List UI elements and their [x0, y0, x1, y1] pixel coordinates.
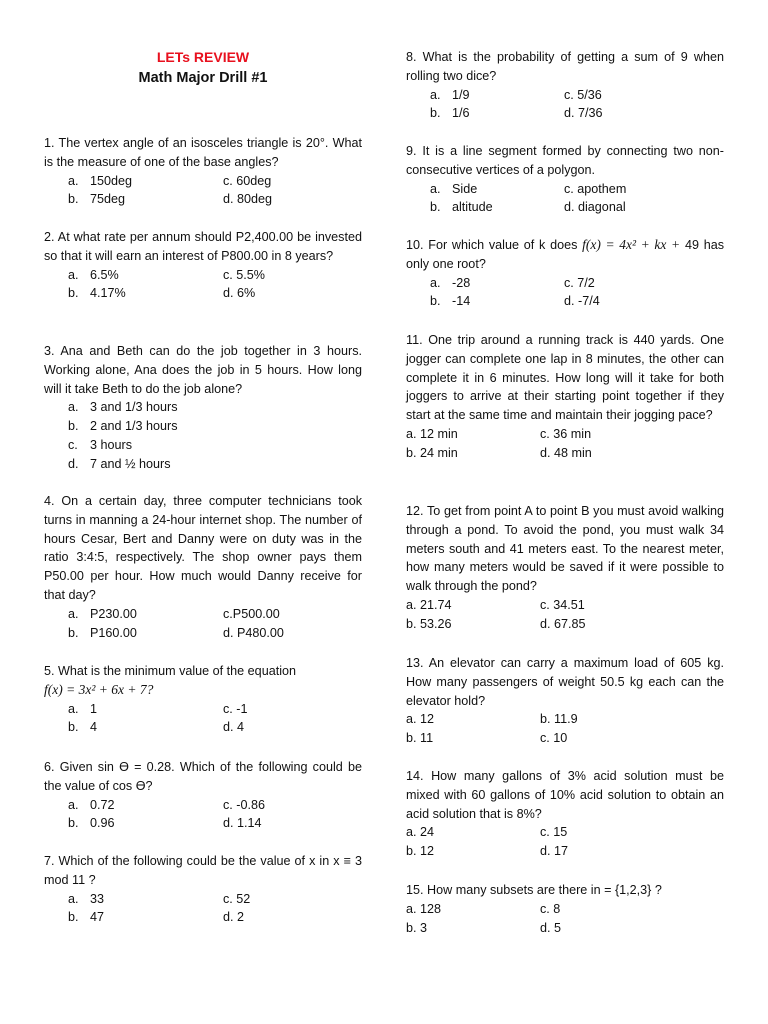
option-b: b. 12 [406, 844, 435, 859]
options [406, 710, 724, 748]
option-a: a. 21.74 [406, 597, 452, 612]
option-d: d. diagonal [564, 200, 626, 215]
option-c: c. -1 [223, 701, 248, 716]
question-15 [406, 881, 724, 937]
question-9 [406, 142, 724, 217]
option-d: d. -7/4 [564, 294, 600, 309]
option-a: 1/9 [452, 87, 470, 102]
option-c: c. apothem [564, 181, 627, 196]
option-d: 7 and ½ hours [90, 456, 171, 471]
options [406, 596, 724, 634]
question-14 [406, 767, 724, 861]
question-8 [406, 48, 724, 123]
options [406, 900, 724, 938]
option-c: c. 52 [223, 891, 251, 906]
option-b: b. 3 [406, 920, 428, 935]
option-d: d. 1.14 [223, 816, 262, 831]
option-c: c. 5/36 [564, 87, 602, 102]
option-a: a. 24 [406, 825, 435, 840]
option-d: d. 5 [540, 920, 562, 935]
question-1 [44, 134, 362, 209]
question-stem: 8. What is the probability of getting a sum of 9 when rolling two dice? [406, 50, 724, 83]
option-c: c. 15 [540, 825, 568, 840]
option-a: -28 [452, 275, 471, 290]
header-subtitle: Math Major Drill #1 [138, 70, 268, 86]
option-b: b. 11.9 [540, 712, 578, 727]
option-b: 1/6 [452, 106, 470, 121]
question-7 [44, 852, 362, 927]
option-c: c. 34.51 [540, 597, 585, 612]
options: a. 6.5% c. 5.5% b. 4.17% d. 6% [68, 266, 362, 304]
question-stem: 14. How many gallons of 3% acid solution must be mixed with 60 gallons of 10% acid solution to obtain an acid solution that is 8%? [406, 769, 724, 821]
options: a. 150deg c. 60deg b. 75deg d. 80deg [68, 172, 362, 210]
option-b: 4 [90, 720, 98, 735]
option-b: P160.00 [90, 625, 137, 640]
option-a: 33 [90, 891, 105, 906]
option-b: b. 53.26 [406, 616, 452, 631]
question-10 [406, 236, 724, 311]
option-d: d. 6% [223, 286, 256, 301]
option-d: d. 4 [223, 720, 245, 735]
question-stem: 6. Given sin Ө = 0.28. Which of the following could be the value of cos Ө? [44, 760, 362, 793]
option-a: 1 [90, 701, 98, 716]
options [406, 823, 724, 861]
option-d: d. 7/36 [564, 106, 603, 121]
option-a: 0.72 [90, 797, 115, 812]
options: a. 1/9 c. 5/36 b. 1/6 d. 7/36 [430, 86, 724, 124]
option-a: a. 128 [406, 901, 442, 916]
question-11 [406, 331, 724, 463]
options: a. Side c. apothem b. altitude d. diagonal [430, 180, 724, 218]
option-c: c. 7/2 [564, 275, 595, 290]
question-stem: 13. An elevator can carry a maximum load of 605 kg. How many passengers of weight 50.5 kg each can the elevator hold? [406, 656, 724, 708]
question-stem-end: 49 has only one root? [406, 238, 725, 271]
equation: f(x) = 4x² + kx + [582, 237, 681, 252]
option-c: c. 5.5% [223, 267, 265, 282]
option-b: -14 [452, 294, 471, 309]
options: a. 3 and 1/3 hours b. 2 and 1/3 hours c. 3 hours d. 7 and ½ hours [68, 398, 362, 473]
option-d: d. P480.00 [223, 625, 284, 640]
option-d: d. 67.85 [540, 616, 586, 631]
question-5 [44, 662, 362, 737]
question-13 [406, 654, 724, 748]
option-a: 3 and 1/3 hours [90, 400, 178, 415]
options: a. P230.00 c.P500.00 b. P160.00 d. P480.00 [68, 605, 362, 643]
options [406, 425, 724, 463]
option-c: c. -0.86 [223, 797, 265, 812]
question-stem: 5. What is the minimum value of the equation [44, 664, 297, 678]
options: a. 33 c. 52 b. 47 d. 2 [68, 890, 362, 928]
question-stem: 10. For which value of k does [406, 238, 578, 252]
options: a. -28 c. 7/2 b. -14 d. -7/4 [430, 274, 724, 312]
option-a: Side [452, 181, 478, 196]
equation: f(x) = 3x² + 6x + 7? [44, 681, 154, 697]
option-b: b. 24 min [406, 445, 458, 460]
option-d: d. 2 [223, 910, 245, 925]
question-stem: 12. To get from point A to point B you must avoid walking through a pond. To avoid the pond, you must walk 34 meters south and 41 meters east. To the nearest meter, how many meters would be saved if it were possible to walk through the pond? [406, 504, 724, 594]
option-a: 150deg [90, 173, 133, 188]
option-a: 6.5% [90, 267, 119, 282]
question-3 [44, 342, 362, 474]
question-stem: 15. How many subsets are there in = {1,2,3} ? [406, 883, 662, 897]
options: a. 0.72 c. -0.86 b. 0.96 d. 1.14 [68, 796, 362, 834]
option-c: c. 60deg [223, 173, 272, 188]
option-b: 75deg [90, 192, 126, 207]
option-b: altitude [452, 200, 493, 215]
question-stem: 9. It is a line segment formed by connecting two non-consecutive vertices of a polygon. [406, 144, 724, 177]
option-a: P230.00 [90, 606, 137, 621]
option-a: a. 12 [406, 712, 435, 727]
option-b: 4.17% [90, 286, 126, 301]
option-c: 3 hours [90, 437, 133, 452]
question-6 [44, 758, 362, 833]
question-stem: 2. At what rate per annum should P2,400.00 be invested so that it will earn an interest of P800.00 in 8 years? [44, 230, 362, 263]
header-title: LETs REVIEW [156, 49, 250, 65]
option-b2: b. 11 [406, 731, 434, 746]
question-2 [44, 228, 362, 303]
option-c: c. 8 [540, 901, 561, 916]
option-c: c.P500.00 [223, 606, 280, 621]
option-b: 47 [90, 910, 105, 925]
question-stem: 1. The vertex angle of an isosceles triangle is 20°. What is the measure of one of the base angles? [44, 136, 362, 169]
option-d: d. 17 [540, 844, 569, 859]
option-b: 2 and 1/3 hours [90, 419, 178, 434]
option-c: c. 36 min [540, 426, 592, 441]
question-stem: 4. On a certain day, three computer technicians took turns in manning a 24-hour internet shop. The number of hours Cesar, Bert and Danny were on duty was in the ratio 3:4:5, respectively. The shop owner pays them P50.00 per hour. How much would Danny receive for that day? [44, 494, 362, 602]
option-d: d. 48 min [540, 445, 592, 460]
option-b: 0.96 [90, 816, 115, 831]
question-4 [44, 492, 362, 642]
options: a. 1 c. -1 b. 4 d. 4 [68, 700, 362, 738]
question-stem: 7. Which of the following could be the value of x in x ≡ 3 mod 11 ? [44, 854, 362, 887]
question-stem: 3. Ana and Beth can do the job together in 3 hours. Working alone, Ana does the job in 5 hours. How long will it take Beth to do the job alone? [44, 344, 362, 396]
option-d: d. 80deg [223, 192, 273, 207]
option-a: a. 12 min [406, 426, 458, 441]
option-c: c. 10 [540, 731, 568, 746]
question-12 [406, 502, 724, 634]
question-stem: 11. One trip around a running track is 440 yards. One jogger can complete one lap in 8 minutes, the other can complete it in 6 minutes. How long will it take for both joggers to arrive at their starting point together if they start at the same time and maintain their jogging pace? [406, 333, 724, 423]
